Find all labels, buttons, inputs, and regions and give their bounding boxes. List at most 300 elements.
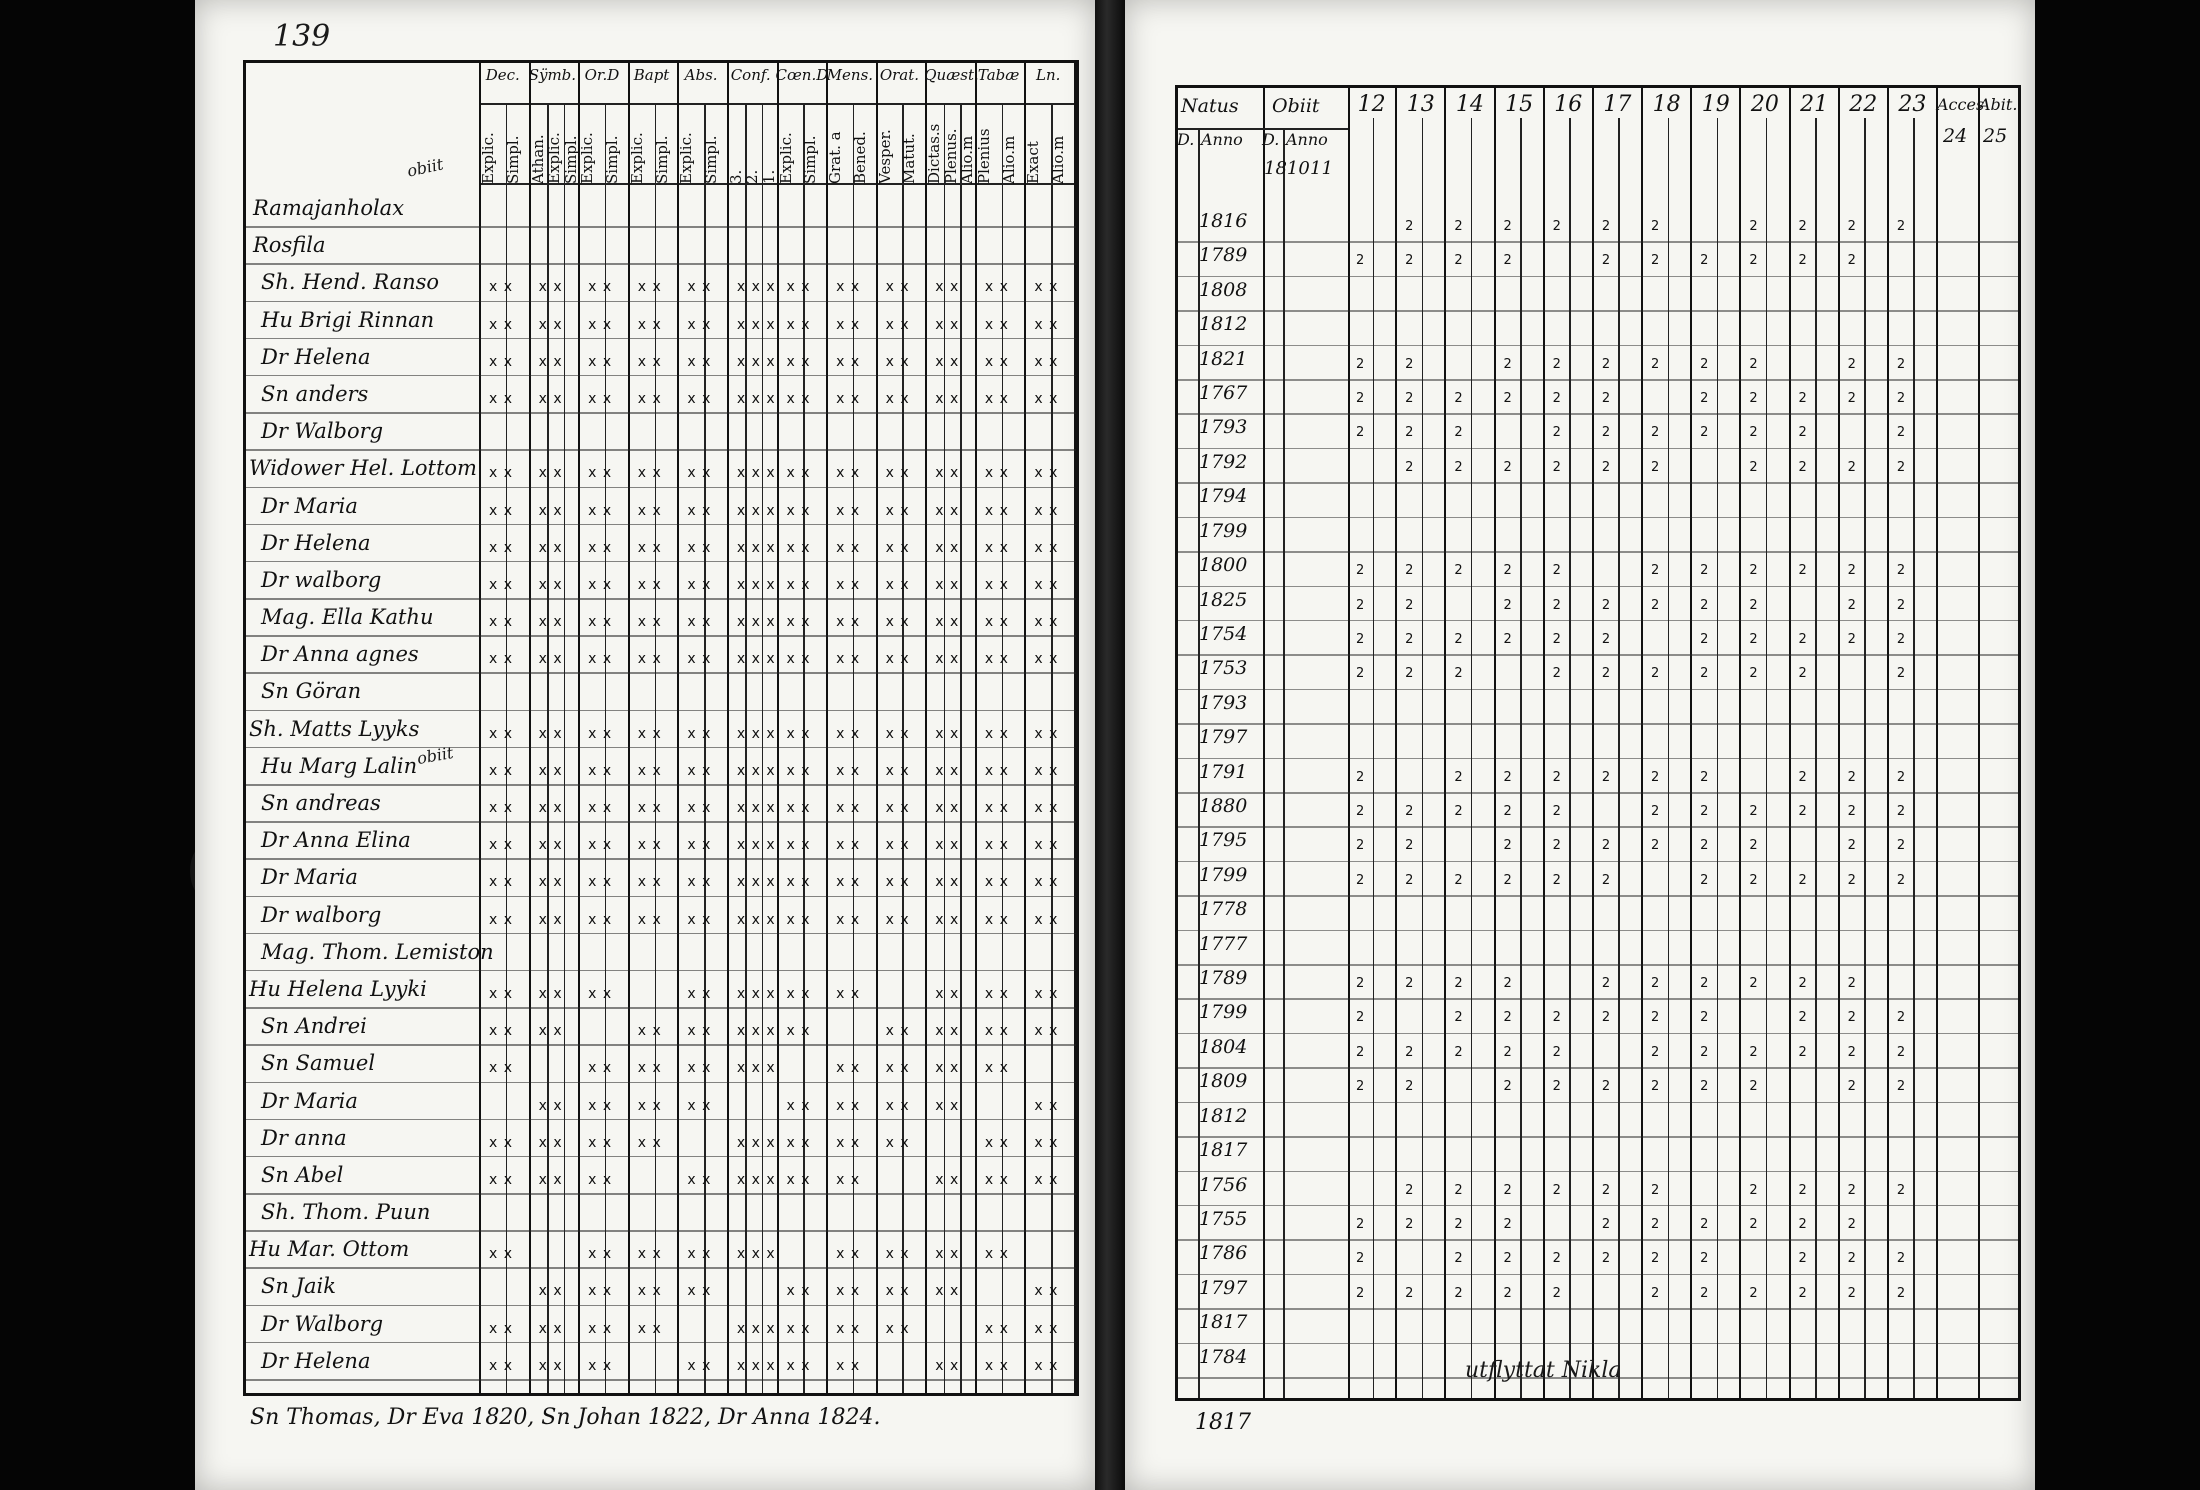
check-mark: x x — [935, 390, 960, 407]
check-mark: x x — [885, 1283, 910, 1300]
count-mark: 2 — [1651, 425, 1660, 441]
check-mark: x x — [489, 837, 514, 854]
check-mark: x x x — [736, 911, 776, 928]
count-mark: 2 — [1749, 631, 1758, 647]
check-mark: x x — [935, 279, 960, 296]
check-mark: x x — [637, 1023, 662, 1040]
count-mark: 2 — [1700, 1285, 1709, 1301]
check-mark: x x — [637, 390, 662, 407]
count-mark: 2 — [1356, 253, 1365, 269]
birth-year: 1793 — [1199, 691, 1248, 714]
check-mark: x x — [588, 279, 613, 296]
check-mark: x x — [1034, 539, 1059, 556]
check-mark: x x — [687, 1246, 712, 1263]
check-mark: x x — [836, 1171, 861, 1188]
count-mark: 2 — [1503, 769, 1512, 785]
check-mark: x x — [836, 539, 861, 556]
check-mark: x x — [538, 651, 563, 668]
check-mark: x x — [836, 725, 861, 742]
count-mark: 2 — [1651, 666, 1660, 682]
check-mark: x x — [588, 1357, 613, 1374]
birth-year: 1825 — [1199, 588, 1248, 611]
count-mark: 2 — [1552, 804, 1561, 819]
count-mark: 2 — [1552, 425, 1561, 441]
check-mark: x x — [637, 762, 662, 779]
birth-year: 1817 — [1199, 1139, 1248, 1162]
column-subheader: Explic. — [776, 132, 795, 184]
count-mark: 2 — [1749, 804, 1758, 819]
check-mark: x x — [588, 390, 613, 407]
count-mark: 2 — [1651, 459, 1660, 475]
count-mark: 2 — [1503, 976, 1512, 992]
count-mark: 2 — [1601, 666, 1611, 682]
count-mark: 2 — [1405, 838, 1414, 854]
natus-header: Natus — [1181, 95, 1239, 117]
person-name: Hu Marg Lalin — [261, 753, 418, 778]
count-mark: 2 — [1405, 391, 1414, 407]
check-mark: x x x — [736, 279, 776, 296]
count-mark: 2 — [1356, 1079, 1365, 1095]
check-mark: x x — [489, 1134, 514, 1151]
person-name: Hu Mar. Ottom — [249, 1237, 410, 1262]
person-name: Dr Helena — [261, 530, 371, 555]
year-column-header: 17 — [1603, 92, 1632, 117]
check-mark: x x — [637, 279, 662, 296]
count-mark: 2 — [1798, 253, 1807, 269]
count-mark: 2 — [1356, 563, 1365, 579]
count-mark: 2 — [1700, 597, 1709, 613]
count-mark: 2 — [1700, 1044, 1709, 1060]
count-mark: 2 — [1454, 1010, 1463, 1026]
count-mark: 2 — [1552, 1182, 1561, 1198]
check-mark: x x — [885, 1023, 910, 1040]
count-mark: 2 — [1454, 1216, 1463, 1232]
count-mark: 2 — [1503, 1216, 1512, 1232]
check-mark: x x — [687, 576, 712, 593]
count-mark: 2 — [1552, 838, 1561, 854]
check-mark: x x — [588, 539, 613, 556]
check-mark: x x — [687, 1060, 712, 1077]
count-mark: 2 — [1601, 1182, 1611, 1198]
check-mark: x x — [538, 1283, 563, 1300]
birth-year: 1812 — [1199, 313, 1248, 336]
acces-header: Acces — [1937, 95, 1985, 114]
check-mark: x x — [687, 800, 712, 816]
year-column-header: 12 — [1357, 92, 1386, 117]
count-mark: 2 — [1896, 666, 1906, 682]
person-name: Rosfila — [253, 233, 326, 258]
check-mark: x x — [538, 539, 563, 556]
check-mark: x x — [836, 279, 861, 296]
check-mark: x x — [687, 762, 712, 779]
check-mark: x x — [687, 985, 712, 1002]
count-mark: 2 — [1503, 1010, 1512, 1026]
check-mark: x x — [637, 576, 662, 593]
check-mark: x x — [1034, 762, 1059, 779]
count-mark: 2 — [1847, 391, 1856, 407]
count-mark: 2 — [1798, 1251, 1807, 1267]
count-mark: 2 — [1798, 1010, 1807, 1026]
check-mark: x x — [786, 651, 811, 668]
check-mark: x x — [538, 279, 563, 296]
count-mark: 2 — [1896, 769, 1906, 785]
birth-year: 1797 — [1199, 1276, 1248, 1299]
column-header-2: Or.D — [584, 66, 620, 84]
count-mark: 2 — [1798, 872, 1807, 888]
check-mark: x x — [836, 1097, 861, 1114]
birth-year: 1880 — [1199, 795, 1248, 817]
check-mark: x x — [1034, 1097, 1059, 1114]
count-mark: 2 — [1896, 597, 1906, 613]
check-mark: x x — [885, 353, 910, 370]
count-mark: 2 — [1601, 425, 1611, 441]
check-mark: x x — [935, 1357, 960, 1374]
count-mark: 2 — [1896, 425, 1906, 441]
count-mark: 2 — [1700, 769, 1709, 785]
d2-header: D. — [1262, 130, 1280, 149]
column-subheader: Alio.m — [958, 135, 977, 184]
check-mark: x x — [836, 1283, 861, 1300]
count-mark: 2 — [1896, 1251, 1906, 1267]
check-mark: x x — [489, 614, 514, 631]
check-mark: x x — [637, 465, 662, 482]
count-mark: 2 — [1454, 769, 1463, 785]
check-mark: x x — [935, 576, 960, 593]
abit-header: Abit. — [1979, 95, 2018, 114]
count-mark: 2 — [1651, 1010, 1660, 1026]
count-mark: 2 — [1601, 1216, 1611, 1232]
count-mark: 2 — [1896, 219, 1906, 234]
column-header-5: Conf. — [730, 66, 771, 84]
count-mark: 2 — [1749, 563, 1758, 579]
count-mark: 2 — [1454, 1044, 1463, 1060]
check-mark: x x — [637, 837, 662, 854]
check-mark: x x — [489, 1357, 514, 1374]
column-subheader: 3. — [726, 169, 745, 184]
check-mark: x x x — [736, 800, 776, 816]
check-mark: x x — [588, 353, 613, 370]
count-mark: 2 — [1700, 1010, 1709, 1026]
count-mark: 2 — [1552, 872, 1561, 888]
count-mark: 2 — [1503, 391, 1512, 407]
check-mark: x x x — [736, 1023, 776, 1040]
count-mark: 2 — [1798, 804, 1807, 819]
check-mark: x x — [538, 800, 563, 816]
column-subheader: Simpl. — [503, 135, 522, 184]
check-mark: x x x — [736, 576, 776, 593]
count-mark: 2 — [1749, 597, 1758, 613]
check-mark: x x — [836, 911, 861, 928]
person-name: Dr Maria — [261, 1088, 358, 1113]
check-mark: x x — [885, 539, 910, 556]
check-mark: x x — [538, 911, 563, 928]
check-mark: x x — [489, 1320, 514, 1337]
check-mark: x x — [489, 911, 514, 928]
check-mark: x x — [935, 1283, 960, 1300]
check-mark: x x — [984, 316, 1009, 333]
check-mark: x x — [637, 502, 662, 519]
count-mark: 2 — [1503, 1285, 1512, 1301]
check-mark: x x — [885, 1134, 910, 1151]
check-mark: x x — [588, 762, 613, 779]
column-subheader: Dictas.s — [925, 123, 944, 184]
check-mark: x x — [836, 837, 861, 854]
d-header: D. — [1177, 130, 1195, 149]
check-mark: x x — [885, 316, 910, 333]
check-mark: x x x — [736, 985, 776, 1002]
count-mark: 2 — [1651, 976, 1660, 992]
birth-year: 1793 — [1199, 416, 1248, 439]
check-mark: x x — [588, 651, 613, 668]
count-mark: 2 — [1651, 804, 1660, 819]
check-mark: x x — [984, 1357, 1009, 1374]
birth-year: 1799 — [1199, 863, 1248, 886]
count-mark: 2 — [1700, 253, 1709, 269]
count-mark: 2 — [1749, 219, 1758, 234]
count-mark: 2 — [1896, 356, 1906, 372]
check-mark: x x — [538, 390, 563, 407]
check-mark: x x — [786, 1097, 811, 1114]
check-mark: x x — [687, 874, 712, 891]
check-mark: x x — [588, 576, 613, 593]
check-mark: x x — [984, 651, 1009, 668]
check-mark: x x — [786, 985, 811, 1002]
check-mark: x x — [885, 800, 910, 816]
count-mark: 2 — [1798, 425, 1807, 441]
column-header-8: Orat. — [879, 66, 920, 84]
count-mark: 2 — [1651, 838, 1660, 854]
check-mark: x x — [489, 1060, 514, 1077]
count-mark: 2 — [1896, 838, 1906, 854]
check-mark: x x — [489, 985, 514, 1002]
count-mark: 2 — [1749, 872, 1758, 888]
check-mark: x x — [786, 762, 811, 779]
count-mark: 2 — [1405, 976, 1414, 992]
count-mark: 2 — [1651, 219, 1660, 234]
check-mark: x x — [935, 1246, 960, 1263]
count-mark: 2 — [1356, 356, 1365, 372]
check-mark: x x x — [736, 502, 776, 519]
count-mark: 2 — [1651, 1285, 1660, 1301]
count-mark: 2 — [1896, 872, 1906, 888]
count-mark: 2 — [1454, 1251, 1463, 1267]
person-name: Dr Anna agnes — [261, 642, 419, 667]
check-mark: x x — [984, 539, 1009, 556]
count-mark: 2 — [1651, 1216, 1660, 1232]
count-mark: 2 — [1896, 631, 1906, 647]
count-mark: 2 — [1503, 356, 1512, 372]
check-mark: x x — [637, 1134, 662, 1151]
check-mark: x x — [538, 614, 563, 631]
count-mark: 2 — [1749, 1044, 1758, 1060]
count-mark: 2 — [1749, 253, 1758, 269]
check-mark: x x — [588, 1171, 613, 1188]
count-mark: 2 — [1847, 1285, 1856, 1301]
check-mark: x x — [935, 502, 960, 519]
right-footer-year: 1817 — [1195, 1410, 1251, 1435]
birth-year: 1778 — [1199, 898, 1248, 921]
check-mark: x x — [588, 1060, 613, 1077]
count-mark: 2 — [1651, 253, 1660, 269]
count-mark: 2 — [1552, 631, 1561, 647]
column-subheader: Plenius — [974, 128, 993, 184]
year-column-header: 21 — [1800, 92, 1829, 117]
count-mark: 2 — [1552, 666, 1561, 682]
count-mark: 2 — [1405, 219, 1414, 234]
check-mark: x x — [836, 1060, 861, 1077]
birth-year: 1800 — [1199, 554, 1248, 577]
count-mark: 2 — [1847, 1044, 1856, 1060]
check-mark: x x — [1034, 1320, 1059, 1337]
count-mark: 2 — [1700, 976, 1709, 992]
check-mark: x x — [687, 465, 712, 482]
check-mark: x x x — [736, 614, 776, 631]
birth-year: 1753 — [1199, 657, 1248, 680]
check-mark: x x — [538, 1134, 563, 1151]
count-mark: 2 — [1405, 1216, 1414, 1232]
check-mark: x x — [984, 725, 1009, 742]
check-mark: x x — [935, 911, 960, 928]
check-mark: x x — [786, 502, 811, 519]
check-mark: x x — [935, 762, 960, 779]
count-mark: 2 — [1503, 1079, 1512, 1095]
person-name: Widower Hel. Lottom — [249, 456, 477, 481]
column-subheader: Explic. — [627, 132, 646, 184]
count-mark: 2 — [1454, 391, 1463, 407]
count-mark: 2 — [1749, 356, 1758, 372]
birth-year: 1816 — [1199, 210, 1248, 232]
count-mark: 2 — [1651, 597, 1660, 613]
check-mark: x x — [538, 1171, 563, 1188]
column-header-4: Abs. — [684, 66, 718, 84]
check-mark: x x — [984, 762, 1009, 779]
year-column-header: 14 — [1455, 92, 1484, 117]
check-mark: x x — [1034, 614, 1059, 631]
check-mark: x x — [786, 837, 811, 854]
count-mark: 2 — [1405, 597, 1414, 613]
count-mark: 2 — [1601, 459, 1611, 475]
check-mark: x x — [786, 800, 811, 816]
obiit-year-1: 1810 — [1264, 158, 1310, 179]
person-name: Dr anna — [261, 1125, 347, 1150]
check-mark: x x — [588, 465, 613, 482]
year-column-header: 19 — [1701, 92, 1730, 117]
count-mark: 2 — [1798, 631, 1807, 647]
check-mark: x x — [935, 1023, 960, 1040]
count-mark: 2 — [1454, 804, 1463, 819]
check-mark: x x — [637, 316, 662, 333]
left-footer-note: Sn Thomas, Dr Eva 1820, Sn Johan 1822, Dr Anna 1824. — [250, 1405, 881, 1430]
check-mark: x x — [935, 874, 960, 891]
count-mark: 2 — [1356, 666, 1365, 682]
check-mark: x x — [836, 465, 861, 482]
check-mark: x x — [885, 279, 910, 296]
count-mark: 2 — [1454, 872, 1463, 888]
check-mark: x x — [687, 614, 712, 631]
check-mark: x x — [687, 502, 712, 519]
check-mark: x x — [984, 502, 1009, 519]
count-mark: 2 — [1700, 356, 1709, 372]
count-mark: 2 — [1749, 425, 1758, 441]
count-mark: 2 — [1356, 804, 1365, 819]
check-mark: x x — [984, 576, 1009, 593]
count-mark: 2 — [1356, 1251, 1365, 1267]
count-mark: 2 — [1601, 597, 1611, 613]
check-mark: x x — [885, 614, 910, 631]
check-mark: x x — [637, 651, 662, 668]
year-column-header: 15 — [1505, 92, 1534, 117]
count-mark: 2 — [1552, 391, 1561, 407]
check-mark: x x — [836, 576, 861, 593]
count-mark: 2 — [1503, 253, 1512, 269]
check-mark: x x x — [736, 1171, 776, 1188]
count-mark: 2 — [1552, 1285, 1561, 1301]
check-mark: x x x — [736, 465, 776, 482]
count-mark: 2 — [1651, 1182, 1660, 1198]
check-mark: x x x — [736, 651, 776, 668]
count-mark: 2 — [1454, 631, 1463, 647]
birth-year: 1804 — [1199, 1035, 1248, 1058]
count-mark: 2 — [1700, 1251, 1709, 1267]
count-mark: 2 — [1356, 769, 1365, 785]
count-mark: 2 — [1847, 356, 1856, 372]
check-mark: x x — [489, 800, 514, 816]
column-subheader: Bened. — [850, 131, 869, 184]
check-mark: x x — [836, 1357, 861, 1374]
check-mark: x x — [1034, 725, 1059, 742]
check-mark: x x — [885, 502, 910, 519]
check-mark: x x — [538, 1320, 563, 1337]
check-mark: x x — [489, 651, 514, 668]
count-mark: 2 — [1503, 459, 1512, 475]
count-mark: 2 — [1798, 976, 1807, 992]
birth-year: 1809 — [1199, 1070, 1248, 1093]
count-mark: 2 — [1798, 1216, 1807, 1232]
birth-year: 1754 — [1199, 622, 1248, 645]
check-mark: x x — [1034, 465, 1059, 482]
check-mark: x x — [984, 390, 1009, 407]
check-mark: x x — [588, 911, 613, 928]
count-mark: 2 — [1454, 219, 1463, 234]
check-mark: x x — [588, 502, 613, 519]
check-mark: x x — [885, 576, 910, 593]
check-mark: x x x — [736, 353, 776, 370]
year-column-header: 23 — [1898, 92, 1927, 117]
count-mark: 2 — [1552, 1251, 1561, 1267]
count-mark: 2 — [1847, 563, 1856, 579]
count-mark: 2 — [1405, 804, 1414, 819]
birth-year: 1795 — [1199, 829, 1248, 852]
column-subheader: Grat. a — [826, 131, 845, 184]
check-mark: x x — [885, 465, 910, 482]
count-mark: 2 — [1798, 1044, 1807, 1060]
check-mark: x x x — [736, 1320, 776, 1337]
check-mark: x x — [885, 1320, 910, 1337]
column-subheader: Simpl. — [561, 135, 580, 184]
check-mark: x x — [984, 874, 1009, 891]
check-mark: x x — [588, 1320, 613, 1337]
person-name: Dr Anna Elina — [261, 828, 411, 853]
count-mark: 2 — [1552, 1044, 1561, 1060]
check-mark: x x — [1034, 279, 1059, 296]
check-mark: x x — [885, 874, 910, 891]
column-subheader: Athan. — [528, 134, 547, 184]
person-name: Dr Walborg — [261, 1311, 384, 1336]
check-mark: x x — [538, 1357, 563, 1374]
check-mark: x x — [687, 1171, 712, 1188]
check-mark: x x — [1034, 651, 1059, 668]
check-mark: x x x — [736, 837, 776, 854]
